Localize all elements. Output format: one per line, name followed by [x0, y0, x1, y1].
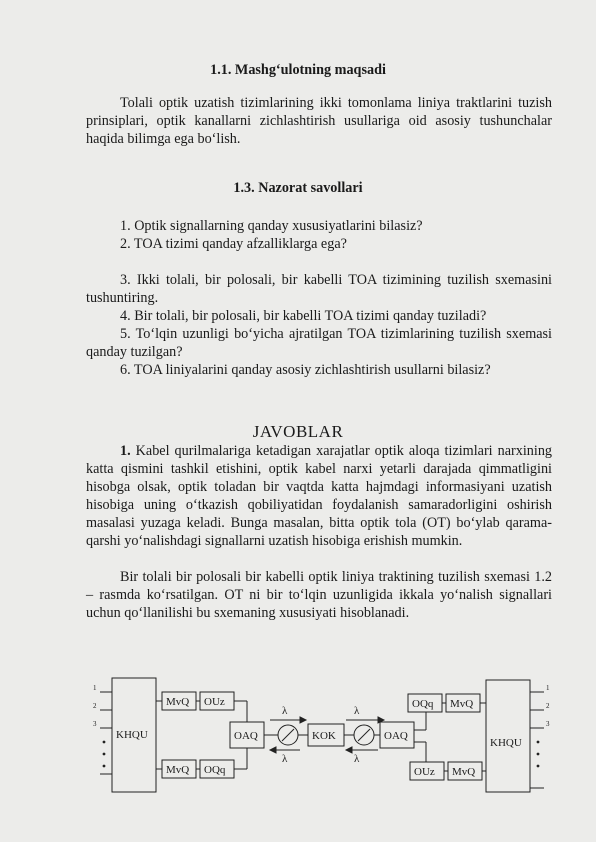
questions-list-short [120, 217, 423, 253]
question-item: 6. TOA liniyalarini qanday asosiy zichlashtirish usullarni bilasiz? [120, 362, 491, 378]
left-khqu-label: KHQU [116, 729, 148, 741]
question-item: 1. Optik signallarning qanday xususiyatlarini bilasiz? [120, 218, 423, 234]
left-port-label: 3 [93, 720, 97, 728]
question-item: 4. Bir tolali, bir polosali, bir kabelli TOA tizimi qanday tuziladi? [120, 308, 487, 324]
answer-paragraph-1 [86, 442, 552, 550]
right-bot-mvq-label: MvQ [452, 766, 476, 778]
right-khqu-label: KHQU [490, 737, 522, 749]
lambda-label: λ [354, 705, 360, 717]
right-khqu-block [486, 680, 530, 792]
answers-title: JAVOBLAR [252, 422, 344, 441]
lambda-label: λ [282, 705, 288, 717]
left-top-ouz-label: OUz [204, 696, 225, 708]
left-top-mvq-label: MvQ [166, 696, 190, 708]
right-port-label: 3 [546, 720, 550, 728]
answer-number: 1. [120, 443, 131, 459]
section-goal-paragraph: Tolali optik uzatish tizimlarining ikki tomonlama liniya traktlarini tuzish prinsiplari, optik kanallarni zichlashtirish usullariga oid asosiy tushunchalar haqida bilimga ega bo‘lish. [86, 95, 552, 147]
question-item: 5. To‘lqin uzunligi bo‘yicha ajratilgan TOA tizimlarining tuzilish sxemasi qanday tuzilgan? [86, 326, 552, 360]
section-goal-title: 1.1. Mashg‘ulotning maqsadi [210, 62, 386, 78]
right-top-oqq-label: OQq [412, 698, 434, 710]
right-port-label: 2 [546, 702, 550, 710]
lambda-label: λ [354, 753, 360, 765]
answer-paragraph-2: Bir tolali bir polosali bir kabelli optik liniya traktining tuzilish sxemasi 1.2 – rasmda ko‘rsatilgan. OT ni bir to‘lqin uzunligida ikkala yo‘nalish signallari uchun qo‘llanilishi bu sxemaning xususiyati hisoblanadi. [86, 569, 552, 621]
kok-label: KOK [312, 730, 336, 742]
right-bot-ouz-label: OUz [414, 766, 435, 778]
left-bot-oqq-label: OQq [204, 764, 226, 776]
optical-line-diagram [0, 670, 596, 810]
left-port-label: 2 [93, 702, 97, 710]
left-bot-mvq-label: MvQ [166, 764, 190, 776]
left-oaq-label: OAQ [234, 730, 258, 742]
right-port-label: 1 [546, 684, 550, 692]
question-item: 3. Ikki tolali, bir polosali, bir kabelli TOA tizimining tuzilish sxemasini tushuntiring. [86, 272, 552, 306]
left-port-label: 1 [93, 684, 97, 692]
right-oaq-label: OAQ [384, 730, 408, 742]
lambda-label: λ [282, 753, 288, 765]
section-questions-title: 1.3. Nazorat savollari [233, 180, 363, 196]
question-item: 2. TOA tizimi qanday afzalliklarga ega? [120, 236, 347, 252]
answer-text-1: Kabel qurilmalariga ketadigan xarajatlar optik aloqa tizimlari narxining katta qismini tashkil etishini, optik kabel narxi yetarli darajada qimmatligini hisobga olsak, optik toladan bir vaqtda katta hajmdagi informasiyani uzatish hisobiga uning o‘tkazish qobiliyatidan foydalanish samaradorligini oshirish masalasi yuzaga keladi. Bunga masalan, bitta optik tola (OT) bo‘ylab qarama-qarshi yo‘nalishdagi signallarni uzatish hisobiga erishish mumkin. [86, 443, 553, 549]
right-top-mvq-label: MvQ [450, 698, 474, 710]
